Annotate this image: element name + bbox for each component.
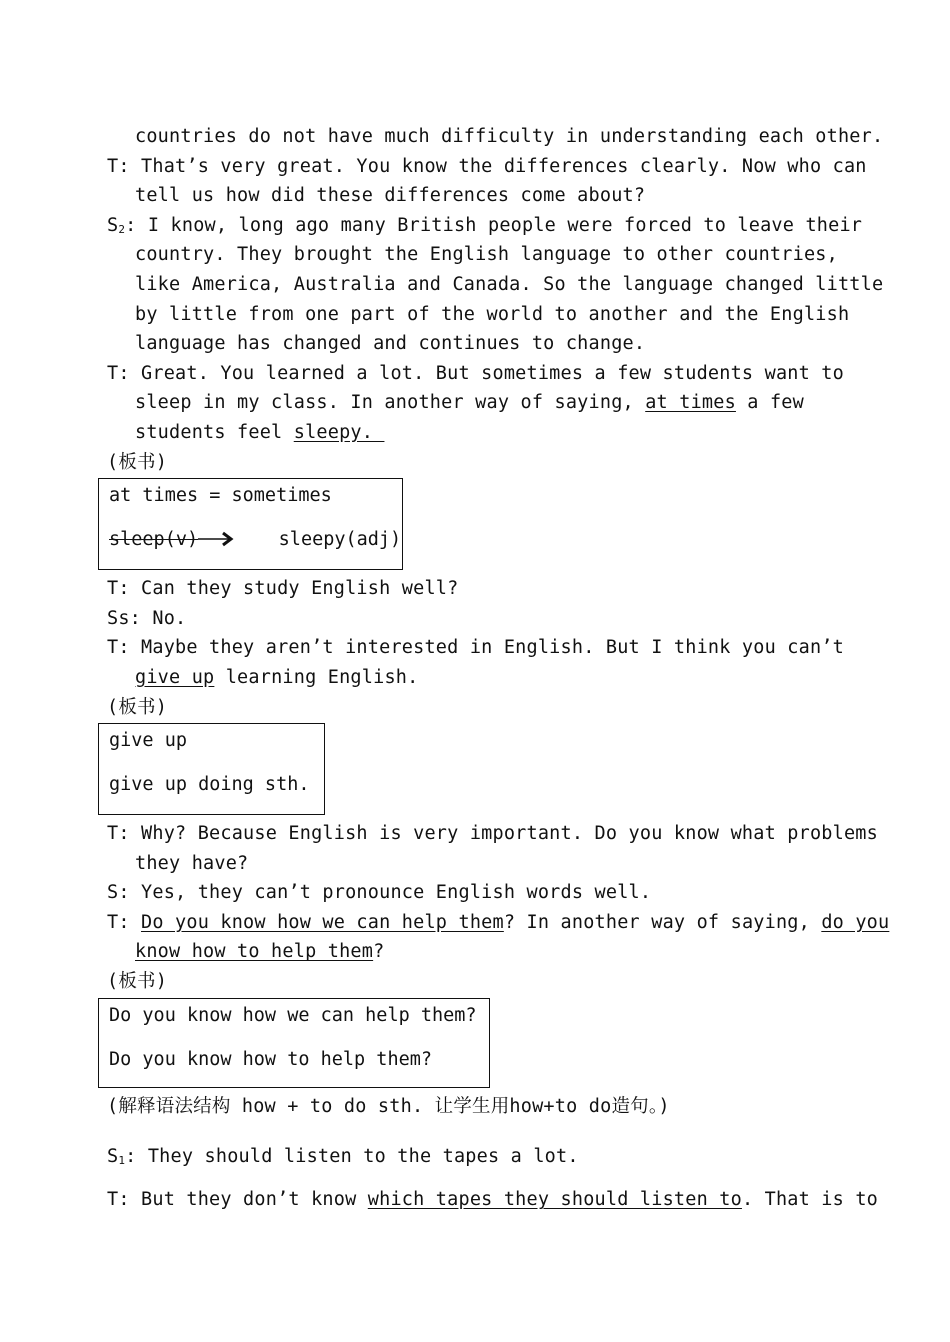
board-line: Do you know how to help them? [109,1048,433,1070]
text-line [107,1142,865,1172]
underlined-phrase: Do you know how we can help them [141,911,504,933]
speaker: S [107,214,119,236]
text: Ss: No. [107,607,187,629]
text: a few [735,392,804,414]
text: T: Why? Because English is very important. Do you know what problems [107,823,878,845]
underlined-phrase: at times [645,392,736,414]
text-line [107,849,865,879]
arrow-right-icon [198,531,234,547]
underlined-phrase: which tapes they should listen to [367,1189,742,1211]
text: T: But they don’t know [107,1189,368,1211]
text-line [107,388,865,418]
text-line [107,211,865,241]
text: ? [373,941,385,963]
text-line [107,574,865,604]
underlined-phrase: do you [821,911,890,933]
text-line [107,152,865,182]
text: students feel [135,421,294,443]
text-line [107,663,865,693]
text: language has changed and continues to change. [135,333,646,355]
text: tell us how did these differences come about? [135,185,646,207]
board-box [98,478,403,570]
text: they have? [135,852,249,874]
text: T: Maybe they aren’t interested in English. But I think you can’t [107,637,844,659]
text-line [107,604,865,634]
board-line [109,529,402,573]
document-page [107,122,890,1215]
text-line [107,329,865,359]
board-label: (板书) [107,696,168,718]
text: by little from one part of the world to another and the English [135,303,850,325]
text-line [107,908,890,938]
text: T: Can they study English well? [107,578,459,600]
text-line [107,240,865,270]
text: T: Great. You learned a lot. But sometimes a few students want to [107,362,844,384]
underlined-phrase: sleepy. [293,421,385,443]
text: country. They brought the English language to other countries, [135,244,838,266]
text-line [107,359,865,389]
text-line [107,937,865,967]
text: T: That’s very great. You know the differences clearly. Now who can [107,155,867,177]
underlined-phrase: give up [135,666,215,688]
speaker-subscript: 2 [118,222,126,236]
board-box [98,998,490,1088]
text: . That is to [741,1189,878,1211]
text: sleep in my class. In another way of saying, [135,392,646,414]
speaker: S [107,1145,119,1167]
text: : They should listen to the tapes a lot. [125,1145,579,1167]
text-line [107,122,884,152]
text-line [107,270,884,300]
text: learning English. [214,666,419,688]
text: like America, Australia and Canada. So the language changed little [135,273,884,295]
text: S: Yes, they can’t pronounce English words well. [107,882,652,904]
text: : I know, long ago many British people were forced to leave their [125,214,863,236]
text-line [107,418,865,448]
text: countries do not have much difficulty in understanding each other. [135,126,884,147]
text-line [107,878,865,908]
board-line: give up doing sth. [109,774,310,796]
text: ? In another way of saying, [503,911,822,933]
board-line: give up [109,730,187,752]
text-line [107,819,878,849]
board-text: sleepy(adj) [278,529,402,551]
board-line: Do you know how we can help them? [109,1004,477,1026]
board-box [98,723,325,815]
board-text: sleep(v) [109,529,199,551]
text-line [107,300,865,330]
teacher-note: (解释语法结构 how + to do sth. 让学生用how+to do造句。) [107,1095,670,1117]
board-label: (板书) [107,971,168,993]
text-line [107,633,865,663]
board-line: at times = sometimes [109,485,332,507]
text-line [107,181,865,211]
text: T: [107,911,142,933]
board-label: (板书) [107,451,168,473]
underlined-phrase: know how to help them [135,941,374,963]
text-line [107,1185,878,1215]
speaker-subscript: 1 [118,1153,126,1167]
